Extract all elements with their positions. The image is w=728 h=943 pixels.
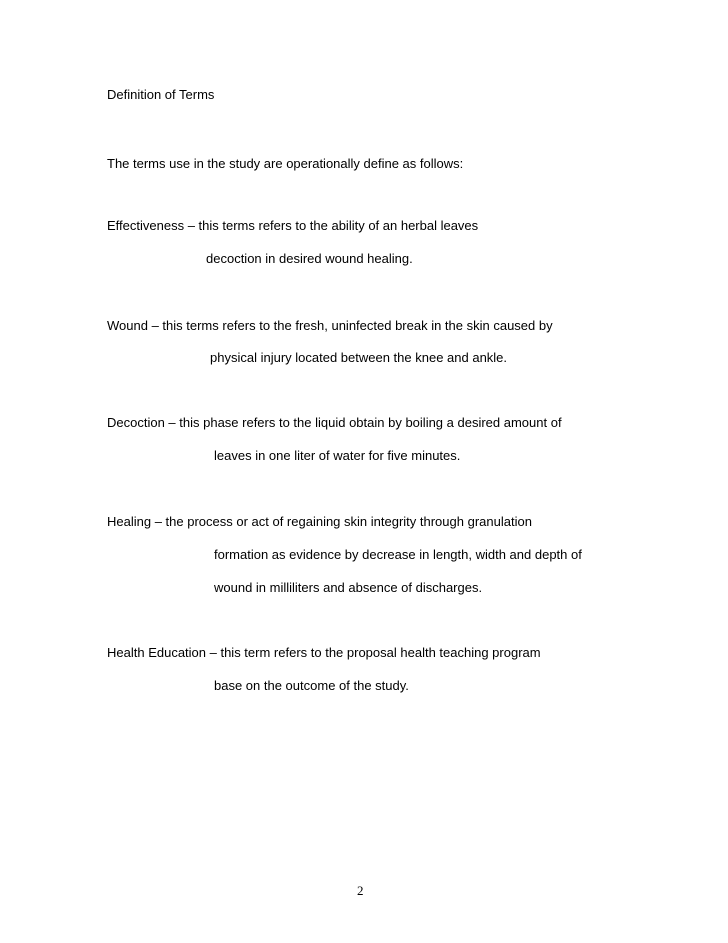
term-definition-continuation: wound in milliliters and absence of discharges.	[214, 580, 483, 595]
term-definition-line: Healing – the process or act of regaining skin integrity through granulation	[107, 514, 532, 529]
intro-paragraph: The terms use in the study are operationally define as follows:	[107, 156, 464, 171]
term-definition-line: Health Education – this term refers to the proposal health teaching program	[107, 645, 541, 660]
term-definition-continuation: decoction in desired wound healing.	[206, 251, 413, 266]
term-definition-continuation: leaves in one liter of water for five minutes.	[214, 448, 461, 463]
term-definition-continuation: physical injury located between the knee and ankle.	[210, 350, 508, 365]
term-definition-continuation: base on the outcome of the study.	[214, 678, 409, 693]
document-heading: Definition of Terms	[107, 87, 215, 102]
term-definition-continuation: formation as evidence by decrease in length, width and depth of	[214, 547, 582, 562]
term-definition-line: Effectiveness – this terms refers to the ability of an herbal leaves	[107, 218, 479, 233]
term-definition-line: Decoction – this phase refers to the liquid obtain by boiling a desired amount of	[107, 415, 562, 430]
term-definition-line: Wound – this terms refers to the fresh, uninfected break in the skin caused by	[107, 318, 553, 333]
page-number: 2	[357, 883, 364, 898]
